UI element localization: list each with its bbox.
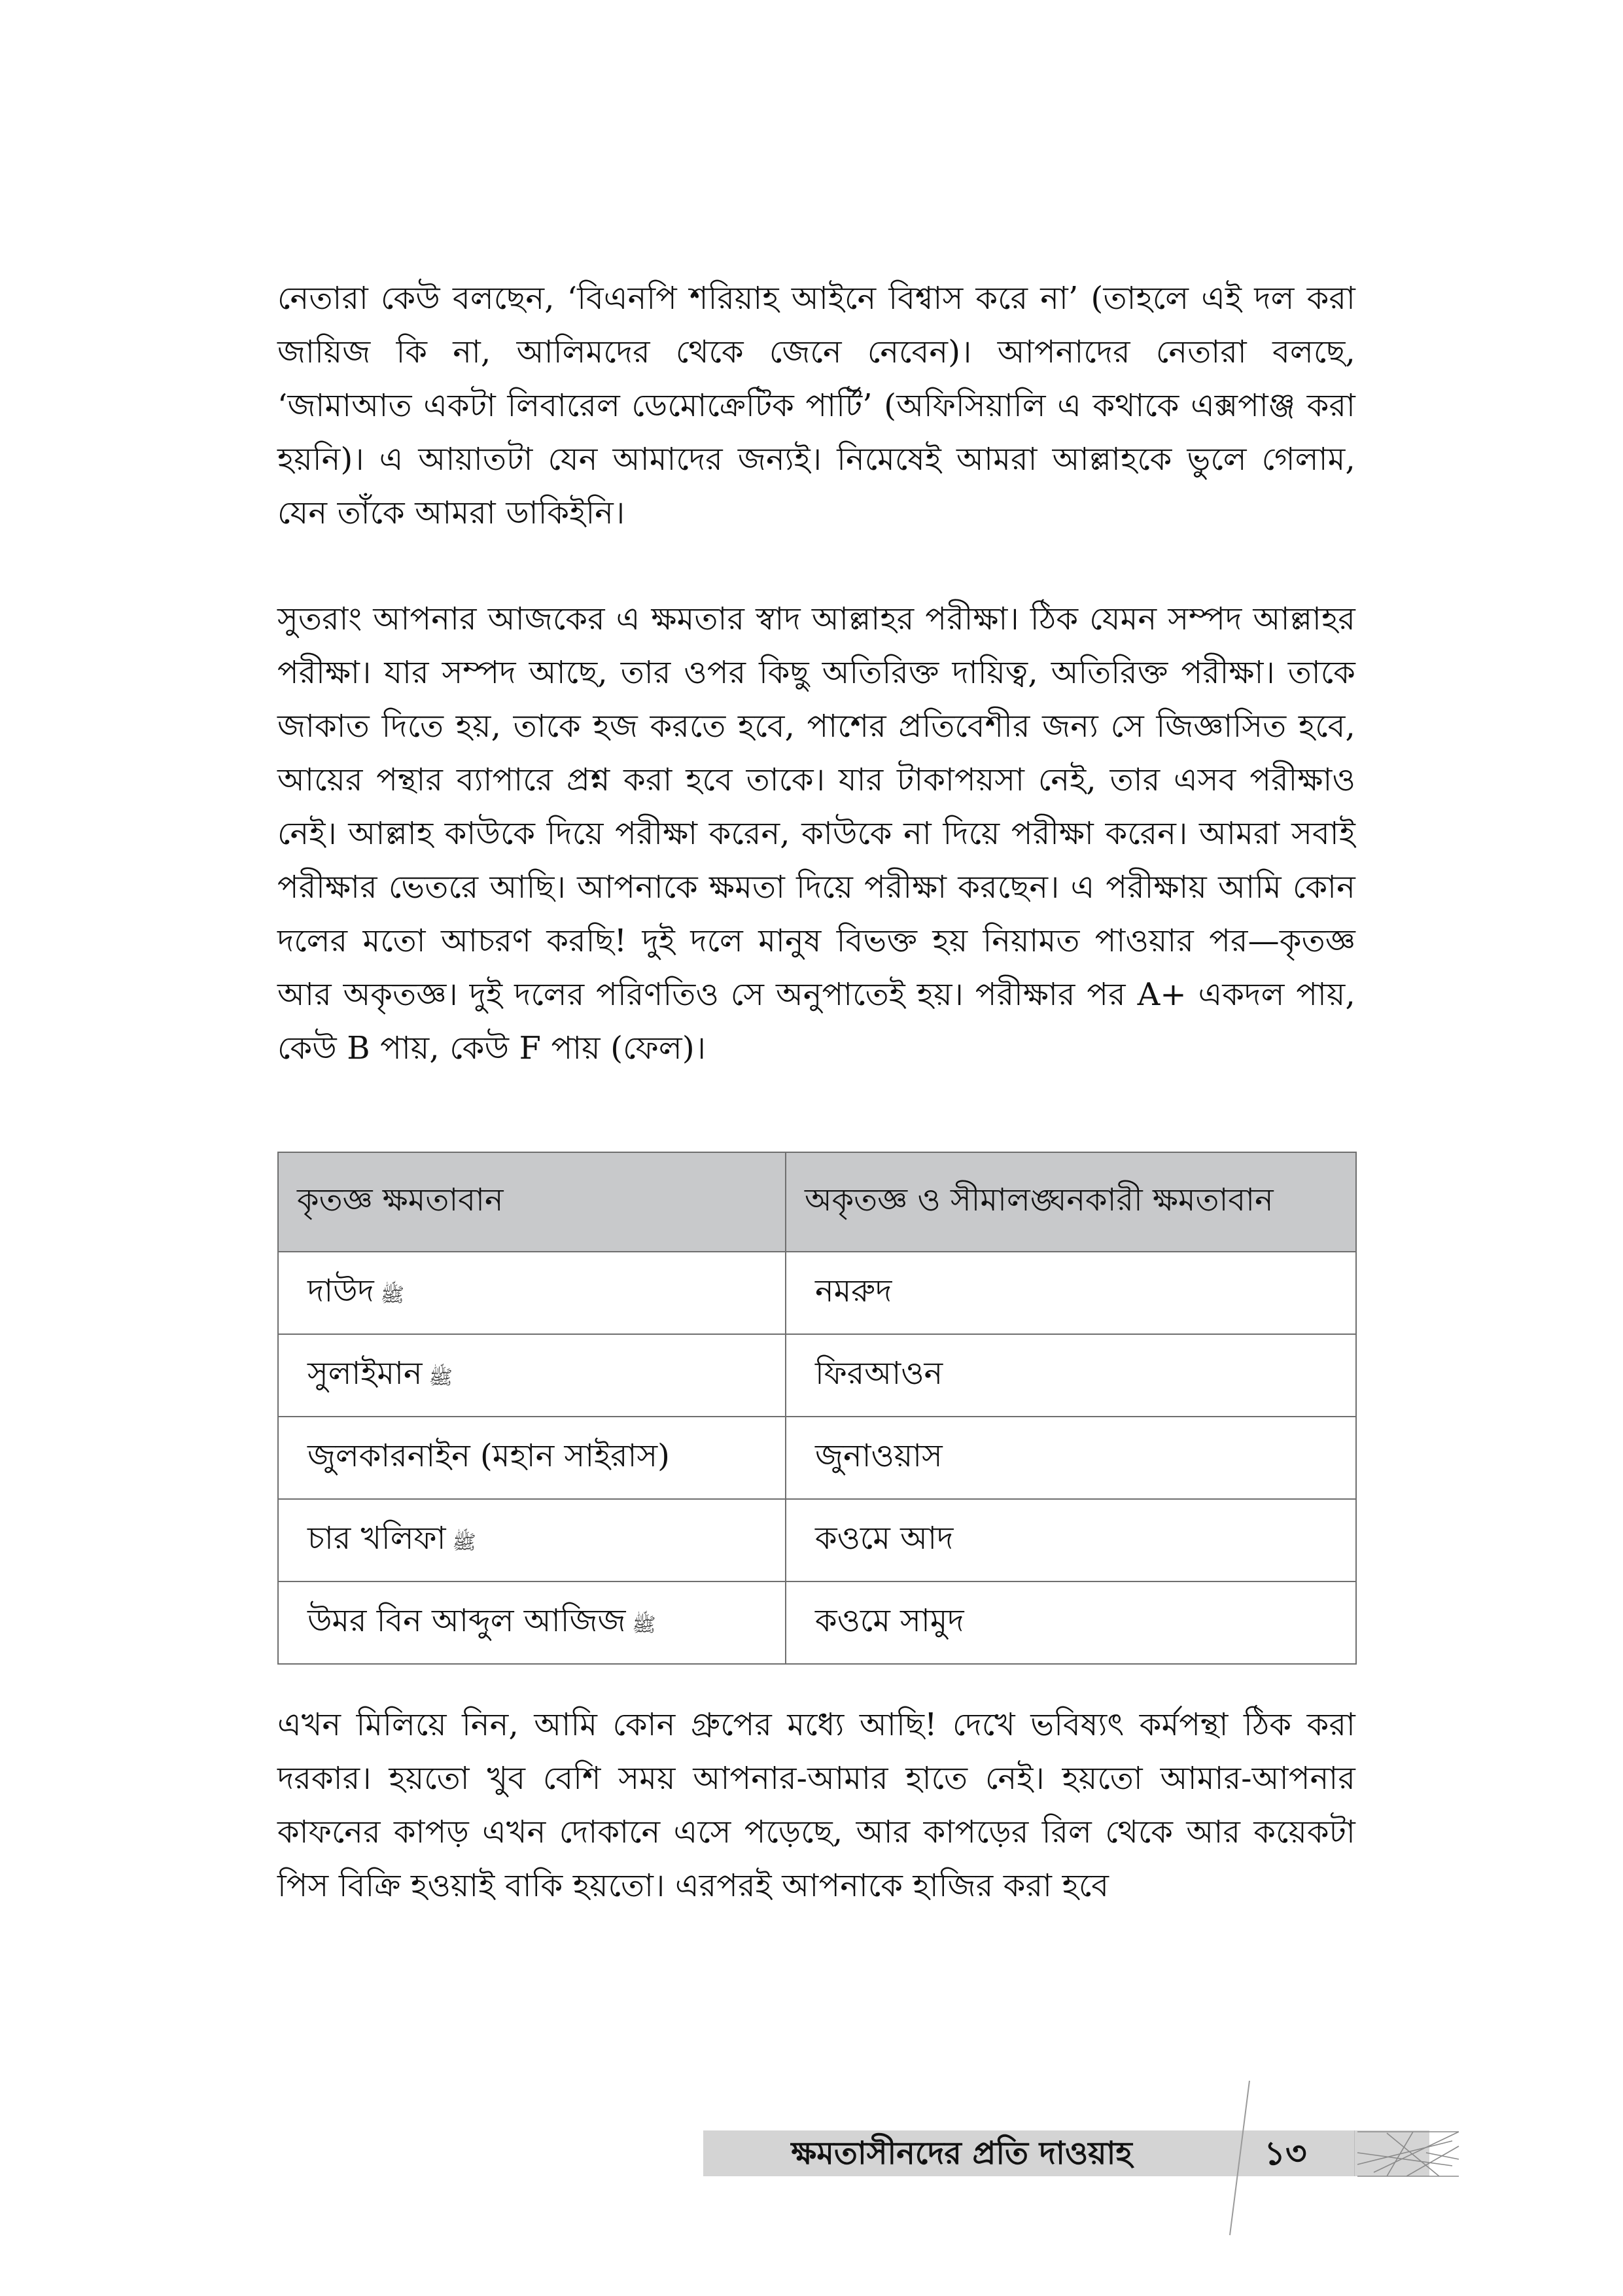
table-cell-ungrateful: ফিরআওন <box>786 1334 1356 1417</box>
ruler-name: সুলাইমান <box>307 1354 423 1392</box>
comparison-table-wrapper <box>277 1152 1355 1665</box>
running-footer-title: ক্ষমতাসীনদের প্রতি দাওয়াহ <box>791 2135 1132 2172</box>
ruler-name: জুলকারনাইন (মহান সাইরাস) <box>307 1437 670 1474</box>
honorific-glyph: ﷺ <box>452 1530 476 1554</box>
table-header-ungrateful: অকৃতজ্ঞ ও সীমালঙ্ঘনকারী ক্ষমতাবান <box>786 1152 1356 1252</box>
honorific-glyph: ﷺ <box>380 1283 404 1307</box>
table-row <box>278 1417 1356 1499</box>
body-paragraph-2: সুতরাং আপনার আজকের এ ক্ষমতার স্বাদ আল্লাহর পরীক্ষা। ঠিক যেমন সম্পদ আল্লাহর পরীক্ষা। যার সম্পদ আছে, তার ওপর কিছু অতিরিক্ত দায়িত্ব, অতিরিক্ত পরীক্ষা। তাকে জাকাত দিতে হয়, তাকে হজ করতে হবে, পাশের প্রতিবেশীর জন্য সে জিজ্ঞাসিত হবে, আয়ের পন্থার ব্যাপারে প্রশ্ন করা হবে তাকে। যার টাকাপয়সা নেই, তার এসব পরীক্ষাও নেই। আল্লাহ কাউকে দিয়ে পরীক্ষা করেন, কাউকে না দিয়ে পরীক্ষা করেন। আমরা সবাই পরীক্ষার ভেতরে আছি। আপনাকে ক্ষমতা দিয়ে পরীক্ষা করছেন। এ পরীক্ষায় আমি কোন দলের মতো আচরণ করছি! দুই দলে মানুষ বিভক্ত হয় নিয়ামত পাওয়ার পর—কৃতজ্ঞ আর অকৃতজ্ঞ। দুই দলের পরিণতিও সে অনুপাতেই হয়। পরীক্ষার পর A+ একদল পায়, কেউ B পায়, কেউ F পায় (ফেল)। <box>277 601 1355 1067</box>
table-cell-grateful <box>278 1499 786 1581</box>
footer-decoration-lines-icon <box>1191 2081 1557 2238</box>
page-number: ১৩ <box>1264 2134 1307 2172</box>
table-row <box>278 1334 1356 1417</box>
table-cell-ungrateful: নমরুদ <box>786 1252 1356 1334</box>
table-row <box>278 1499 1356 1581</box>
table-cell-grateful <box>278 1581 786 1664</box>
ruler-name: চার খলিফা <box>307 1519 446 1557</box>
table-cell-grateful <box>278 1417 786 1499</box>
honorific-glyph: ﷺ <box>632 1613 656 1636</box>
table-cell-ungrateful: কওমে আদ <box>786 1499 1356 1581</box>
table-cell-ungrateful: কওমে সামুদ <box>786 1581 1356 1664</box>
ruler-name: দাউদ <box>307 1272 374 1309</box>
honorific-glyph: ﷺ <box>428 1366 453 1389</box>
body-paragraph-3: এখন মিলিয়ে নিন, আমি কোন গ্রুপের মধ্যে আছি! দেখে ভবিষ্যৎ কর্মপন্থা ঠিক করা দরকার। হয়তো খুব বেশি সময় আপনার-আমার হাতে নেই। হয়তো আমার-আপনার কাফনের কাপড় এখন দোকানে এসে পড়েছে, আর কাপড়ের রিল থেকে আর কয়েকটা পিস বিক্রি হওয়াই বাকি হয়তো। এরপরই আপনাকে হাজির করা হবে <box>277 1706 1355 1904</box>
table-header-row <box>278 1152 1356 1252</box>
ruler-name: উমর বিন আব্দুল আজিজ <box>307 1602 626 1639</box>
table-cell-ungrateful: জুনাওয়াস <box>786 1417 1356 1499</box>
table-header-grateful: কৃতজ্ঞ ক্ষমতাবান <box>278 1152 786 1252</box>
table-row <box>278 1581 1356 1664</box>
body-paragraph-1: নেতারা কেউ বলছেন, ‘বিএনপি শরিয়াহ আইনে বিশ্বাস করে না’ (তাহলে এই দল করা জায়িজ কি না, আলিমদের থেকে জেনে নেবেন)। আপনাদের নেতারা বলছে, ‘জামাআত একটা লিবারেল ডেমোক্রেটিক পার্টি’ (অফিসিয়ালি এ কথাকে এক্সপাঞ্জ করা হয়নি)। এ আয়াতটা যেন আমাদের জন্যই। নিমেষেই আমরা আল্লাহকে ভুলে গেলাম, যেন তাঁকে আমরা ডাকিইনি। <box>277 280 1355 531</box>
table-cell-grateful <box>278 1252 786 1334</box>
table-cell-grateful <box>278 1334 786 1417</box>
comparison-table <box>277 1152 1357 1665</box>
table-row <box>278 1252 1356 1334</box>
